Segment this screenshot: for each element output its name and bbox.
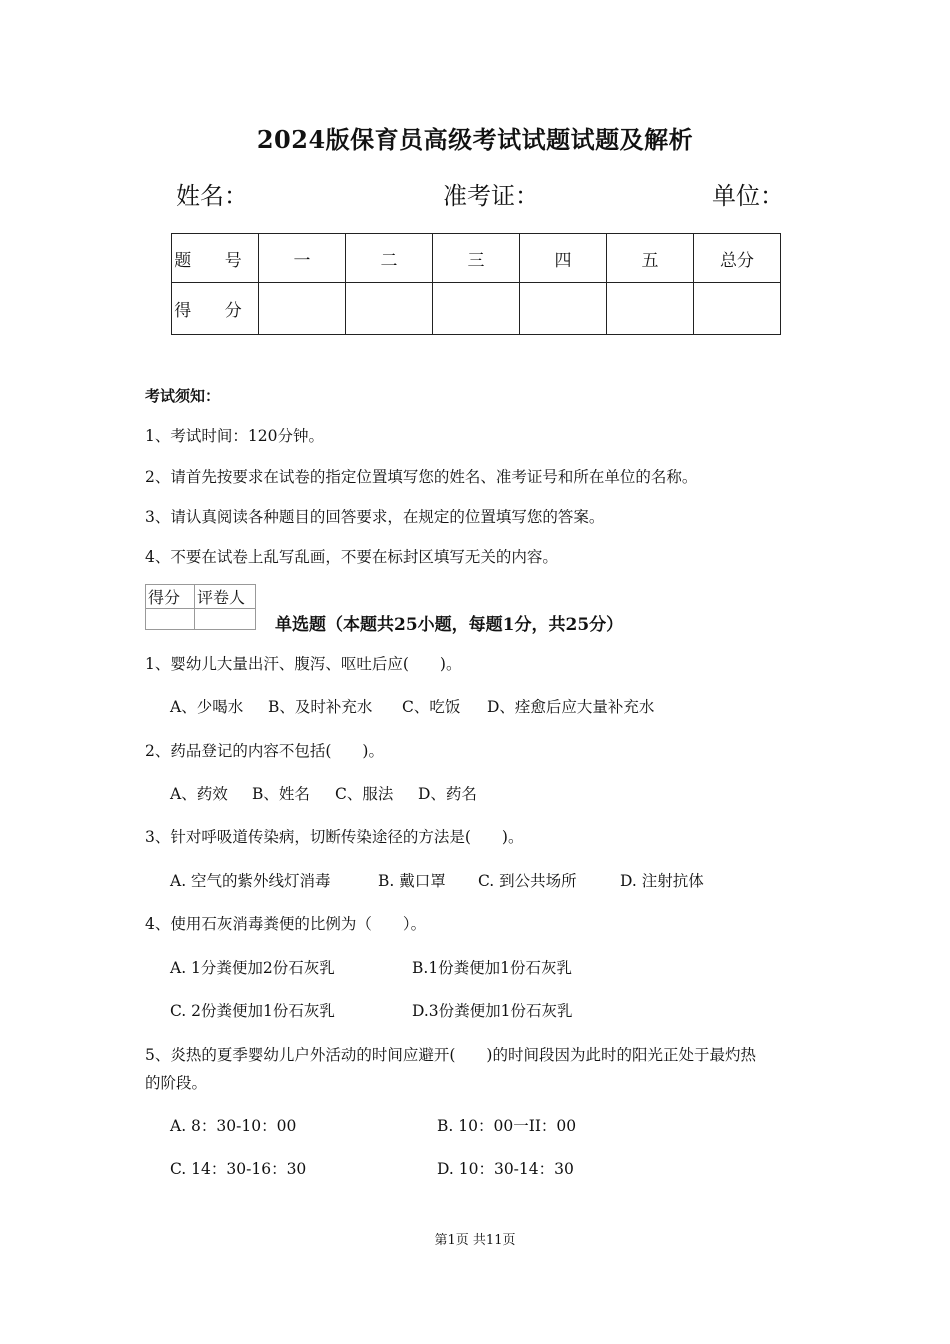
option: A. 1分粪便加2份石灰乳 [170, 959, 335, 977]
score-table-header-row [172, 234, 781, 283]
score-input-cell[interactable] [259, 283, 346, 335]
score-table-score-row [172, 283, 781, 335]
option: D. 注射抗体 [620, 872, 704, 890]
option: C、服法 [335, 785, 394, 803]
notice-heading: 考试须知： [145, 387, 221, 405]
option: C、吃饭 [402, 698, 461, 716]
score-table [171, 233, 781, 335]
score-input-cell[interactable] [433, 283, 520, 335]
question-stem: 3、针对呼吸道传染病，切断传染途径的方法是( )。 [145, 828, 524, 846]
page-footer: 第1页 共11页 [434, 1233, 516, 1248]
question-stem: 1、婴幼儿大量出汗、腹泻、呕吐后应( )。 [145, 655, 462, 673]
score-input-cell[interactable] [694, 283, 781, 335]
notice-item: 3、请认真阅读各种题目的回答要求，在规定的位置填写您的答案。 [145, 508, 605, 526]
grader-reviewer-cell[interactable] [195, 609, 256, 630]
question-stem: 5、炎热的夏季婴幼儿户外活动的时间应避开( )的时间段因为此时的阳光正处于最灼热 [145, 1046, 756, 1064]
grader-score-cell[interactable] [146, 609, 195, 630]
option: C. 到公共场所 [478, 872, 577, 890]
section-title: 单选题（本题共25小题，每题1分，共25分） [275, 615, 624, 635]
score-table-cell: 三 [433, 234, 520, 283]
score-table-cell: 五 [607, 234, 694, 283]
option: A、少喝水 [170, 698, 244, 716]
option: A. 8：30-10：00 [170, 1117, 297, 1135]
option: A、药效 [170, 785, 228, 803]
option: B. 戴口罩 [378, 872, 446, 890]
score-table-cell: 题 号 [172, 234, 259, 283]
option: C. 14：30-16：30 [170, 1160, 307, 1178]
question-stem: 4、使用石灰消毒粪便的比例为（ ）。 [145, 915, 427, 933]
score-table-cell: 总分 [694, 234, 781, 283]
option: B、及时补充水 [268, 698, 373, 716]
name-field-label: 姓名： [176, 182, 248, 210]
option: B. 10：00一II：00 [437, 1117, 577, 1135]
option: D、药名 [418, 785, 477, 803]
score-table-cell: 二 [346, 234, 433, 283]
score-input-cell[interactable] [607, 283, 694, 335]
question-stem-continued: 的阶段。 [145, 1074, 208, 1092]
score-table-cell: 得 分 [172, 283, 259, 335]
option: D、痊愈后应大量补充水 [487, 698, 655, 716]
option: D.3份粪便加1份石灰乳 [412, 1002, 573, 1020]
score-input-cell[interactable] [520, 283, 607, 335]
notice-item: 4、不要在试卷上乱写乱画，不要在标封区填写无关的内容。 [145, 548, 558, 566]
grader-reviewer-label: 评卷人 [195, 585, 256, 609]
unit-field-label: 单位： [712, 182, 784, 210]
score-table-cell: 一 [259, 234, 346, 283]
option: B、姓名 [252, 785, 310, 803]
option: D. 10：30-14：30 [437, 1160, 574, 1178]
page-title: 2024版保育员高级考试试题试题及解析 [256, 125, 694, 154]
notice-item: 1、考试时间：120分钟。 [145, 427, 324, 445]
option: B.1份粪便加1份石灰乳 [412, 959, 573, 977]
grader-box [145, 584, 256, 630]
option: C. 2份粪便加1份石灰乳 [170, 1002, 335, 1020]
score-table-cell: 四 [520, 234, 607, 283]
score-input-cell[interactable] [346, 283, 433, 335]
exam-id-field-label: 准考证： [443, 182, 539, 210]
notice-item: 2、请首先按要求在试卷的指定位置填写您的姓名、准考证号和所在单位的名称。 [145, 468, 698, 486]
question-stem: 2、药品登记的内容不包括( )。 [145, 742, 384, 760]
option: A. 空气的紫外线灯消毒 [170, 872, 331, 890]
grader-score-label: 得分 [146, 585, 195, 609]
